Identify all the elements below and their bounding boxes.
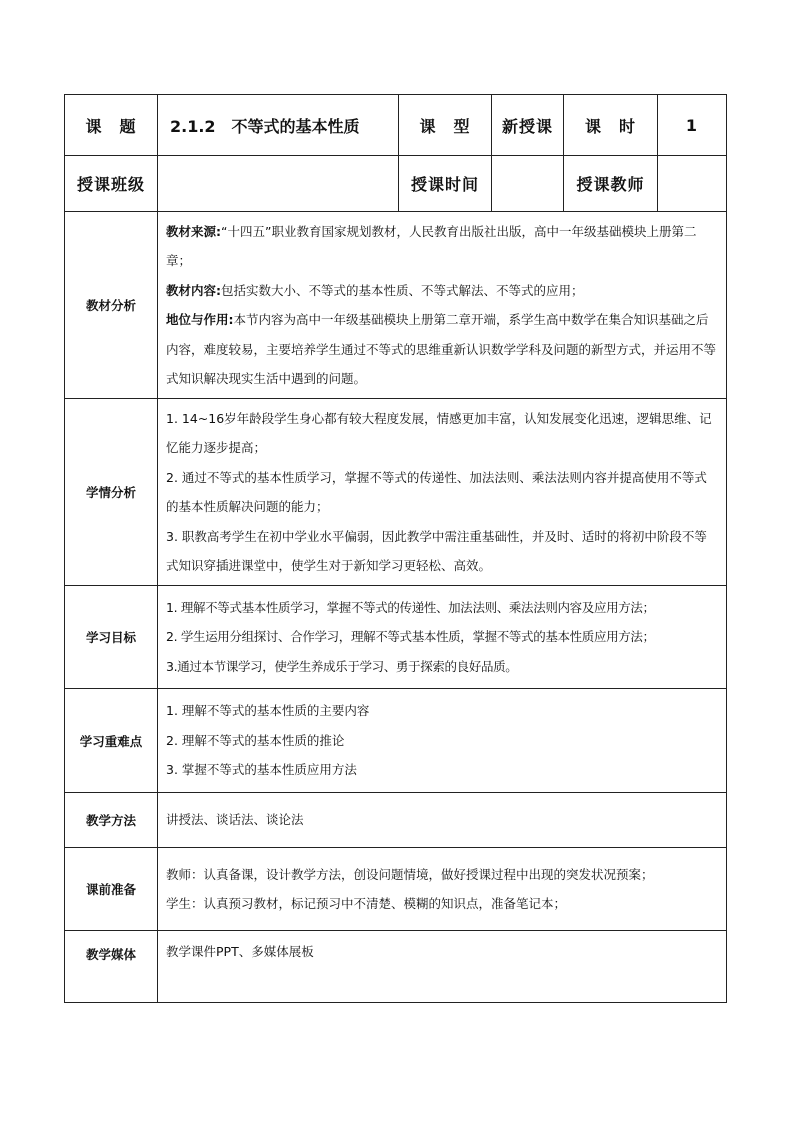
goals-label: 学习目标 [65,586,158,689]
students-item: 2. 通过不等式的基本性质学习，掌握不等式的传递性、加法法则、乘法法则内容并提高使用不等式的基本性质解决问题的能力； [166,469,707,514]
media-row [65,931,727,1003]
type-label: 课 型 [399,95,492,156]
prep-item: 教师：认真备课，设计教学方法，创设问题情境，做好授课过程中出现的突发状况预案； [166,866,654,882]
students-item: 1. 14~16岁年龄段学生身心都有较大程度发展，情感更加丰富，认知发展变化迅速，逻辑思维、记忆能力逐步提高； [166,410,712,455]
prep-content [158,848,727,931]
media-label: 教学媒体 [65,931,158,1003]
students-item: 3. 职教高考学生在初中学业水平偏弱，因此教学中需注重基础性，并及时、适时的将初中阶段不等式知识穿插进课堂中，使学生对于新知学习更轻松、高效。 [166,528,707,573]
teacher-label: 授课教师 [564,156,658,212]
material-row [65,212,727,399]
methods-label: 教学方法 [65,793,158,848]
class-value [158,156,399,212]
topic-label: 课 题 [65,95,158,156]
time-value [492,156,564,212]
material-content [158,212,727,399]
material-content-key: 教材内容: [166,282,221,298]
material-source [166,217,718,276]
goals-row [65,586,727,689]
goals-content [158,586,727,689]
teacher-value [658,156,727,212]
prep-row [65,848,727,931]
material-role-key: 地位与作用: [166,312,234,327]
material-role-text: 本节内容为高中一年级基础模块上册第二章开端，系学生高中数学在集合知识基础之后内容，难度较易，主要培养学生通过不等式的思维重新认识数学学科及问题的新型方式，并运用不等式知识解决现实生活中遇到的问题。 [166,312,717,386]
prep-label: 课前准备 [65,848,158,931]
prep-item: 学生：认真预习教材，标记预习中不清楚、模糊的知识点，准备笔记本； [166,896,567,911]
keypoints-item: 3. 掌握不等式的基本性质应用方法 [166,762,357,778]
keypoints-item: 2. 理解不等式的基本性质的推论 [166,732,345,748]
topic-value: 2.1.2 不等式的基本性质 [158,95,399,156]
keypoints-label: 学习重难点 [65,689,158,793]
time-label: 授课时间 [399,156,492,212]
methods-text: 讲授法、谈话法、谈论法 [166,812,304,828]
methods-row [65,793,727,848]
goals-item: 1. 理解不等式基本性质学习，掌握不等式的传递性、加法法则、乘法法则内容及应用方法； [166,599,655,615]
methods-content [158,793,727,848]
class-label: 授课班级 [65,156,158,212]
keypoints-row [65,689,727,793]
lesson-plan-table [64,94,727,1003]
media-content [158,931,727,1003]
material-content-text: 包括实数大小、不等式的基本性质、不等式解法、不等式的应用； [221,282,584,298]
material-source-text: “十四五”职业教育国家规划教材，人民教育出版社出版，高中一年级基础模块上册第二章； [166,223,697,268]
media-text: 教学课件PPT、多媒体展板 [166,944,314,959]
hours-value: 1 [658,95,727,156]
goals-item: 3.通过本节课学习，使学生养成乐于学习、勇于探索的良好品质。 [166,658,518,674]
keypoints-content [158,689,727,793]
material-scope [166,276,718,306]
hours-label: 课 时 [564,95,658,156]
students-label: 学情分析 [65,399,158,586]
material-source-key: 教材来源: [166,223,221,239]
type-value: 新授课 [492,95,564,156]
header-row-1 [65,95,727,156]
material-label: 教材分析 [65,212,158,399]
goals-item: 2. 学生运用分组探讨、合作学习，理解不等式基本性质，掌握不等式的基本性质应用方法； [166,629,655,645]
header-row-2 [65,156,727,212]
students-content [158,399,727,586]
keypoints-item: 1. 理解不等式的基本性质的主要内容 [166,703,370,719]
students-row [65,399,727,586]
material-role [166,305,718,394]
